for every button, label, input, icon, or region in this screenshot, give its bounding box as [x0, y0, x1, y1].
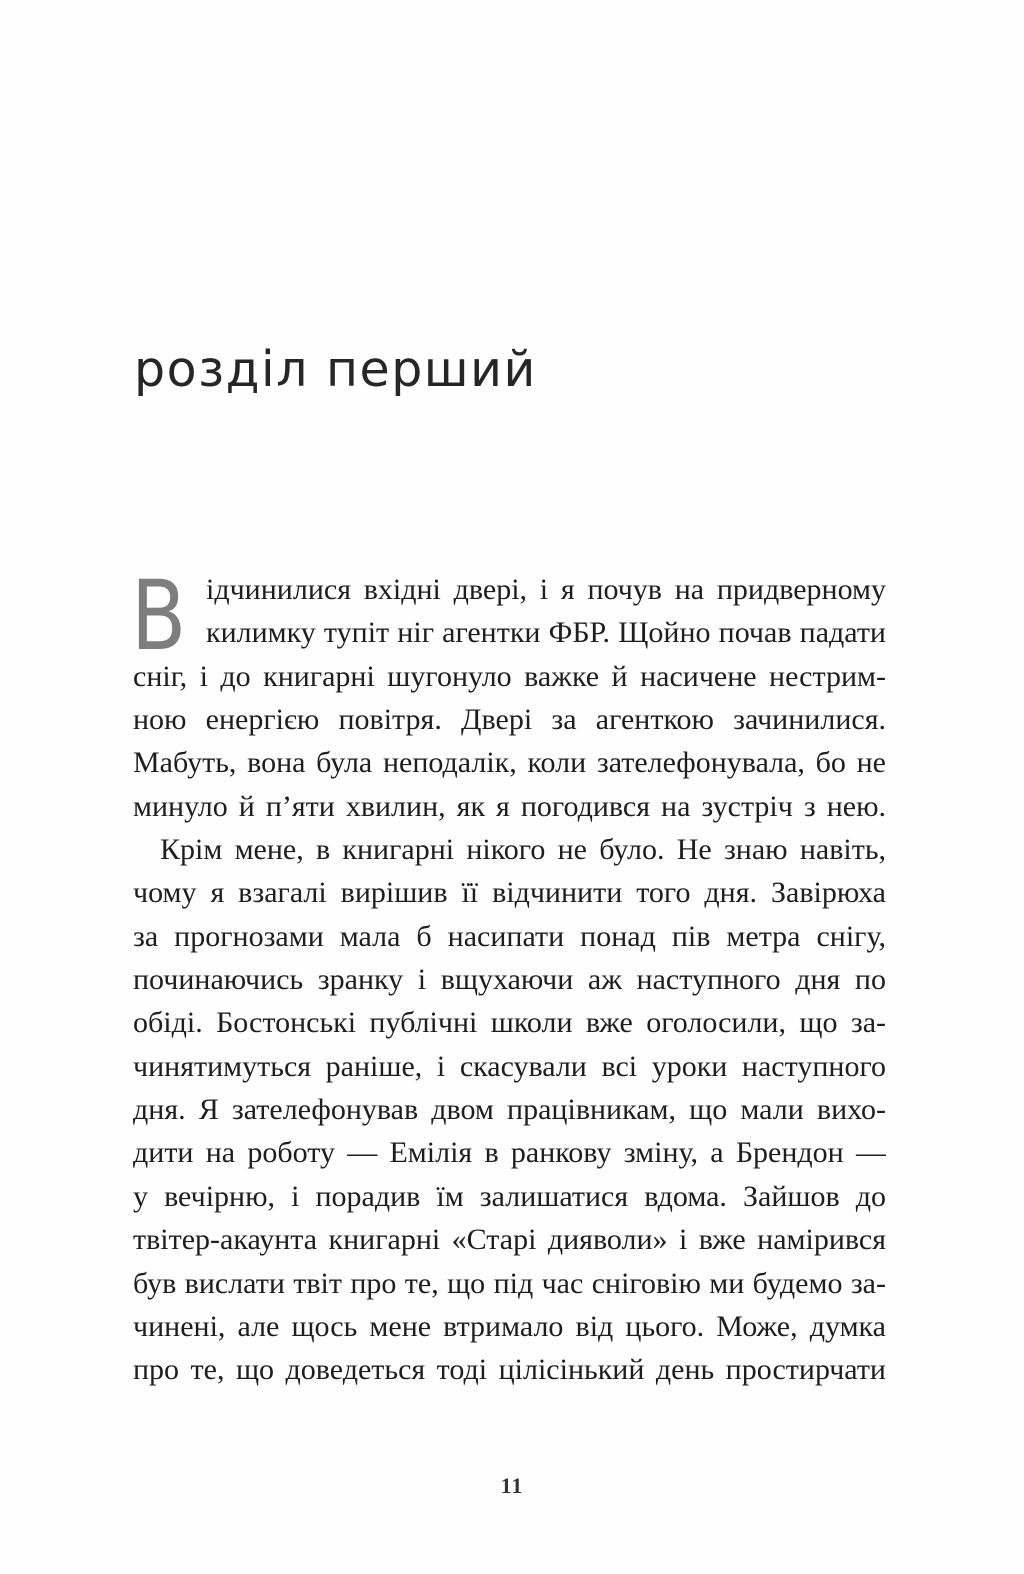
text-line: дити на роботу — Емілія в ранкову зміну, а Брендон — — [133, 1136, 886, 1170]
text-line: чинятимуться раніше, і скасували всі уроки наступного — [133, 1049, 886, 1083]
drop-cap-letter: В — [131, 560, 187, 672]
text-line: про те, що доведеться тоді цілісінький день простирчати — [133, 1353, 886, 1387]
text-line: твітер-акаунта книгарні «Старі дияволи» і вже намірився — [133, 1223, 886, 1257]
chapter-heading: розділ перший — [134, 341, 537, 398]
text-line: сніг, і до книгарні шугонуло важке й насичене нестрим- — [133, 659, 886, 693]
text-line: обіді. Бостонські публічні школи вже оголосили, що за- — [133, 1006, 886, 1040]
text-line: минуло й п’яти хвилин, як я погодився на зустріч з нею. — [133, 789, 886, 823]
text-line: чинені, але щось мене втримало від цього. Може, думка — [133, 1309, 886, 1343]
text-line: чому я взагалі вирішив її відчинити того дня. Завірюха — [133, 876, 886, 910]
text-line: у вечірню, і порадив їм залишатися вдома. Зайшов до — [133, 1179, 886, 1213]
text-line: за прогнозами мала б насипати понад пів метра снігу, — [133, 919, 886, 953]
text-line: ною енергією повітря. Двері за агенткою зачинилися. — [133, 703, 886, 737]
text-line: дня. Я зателефонував двом працівникам, що мали вихо- — [133, 1093, 886, 1127]
text-line: був вислати твіт про те, що під час сніговію ми будемо за- — [133, 1266, 886, 1300]
text-line: килимку тупіт ніг агентки ФБР. Щойно почав падати — [206, 616, 886, 650]
text-line: Мабуть, вона була неподалік, коли зателефонувала, бо не — [133, 746, 886, 780]
text-line: ідчинилися вхідні двері, і я почув на придверному — [206, 573, 886, 606]
text-line: Крім мене, в книгарні нікого не було. Не знаю навіть, — [160, 833, 886, 867]
text-block — [131, 560, 886, 1392]
text-line: починаючись зранку і вщухаючи аж наступного дня по — [133, 963, 886, 997]
page-number: 11 — [500, 1473, 524, 1498]
